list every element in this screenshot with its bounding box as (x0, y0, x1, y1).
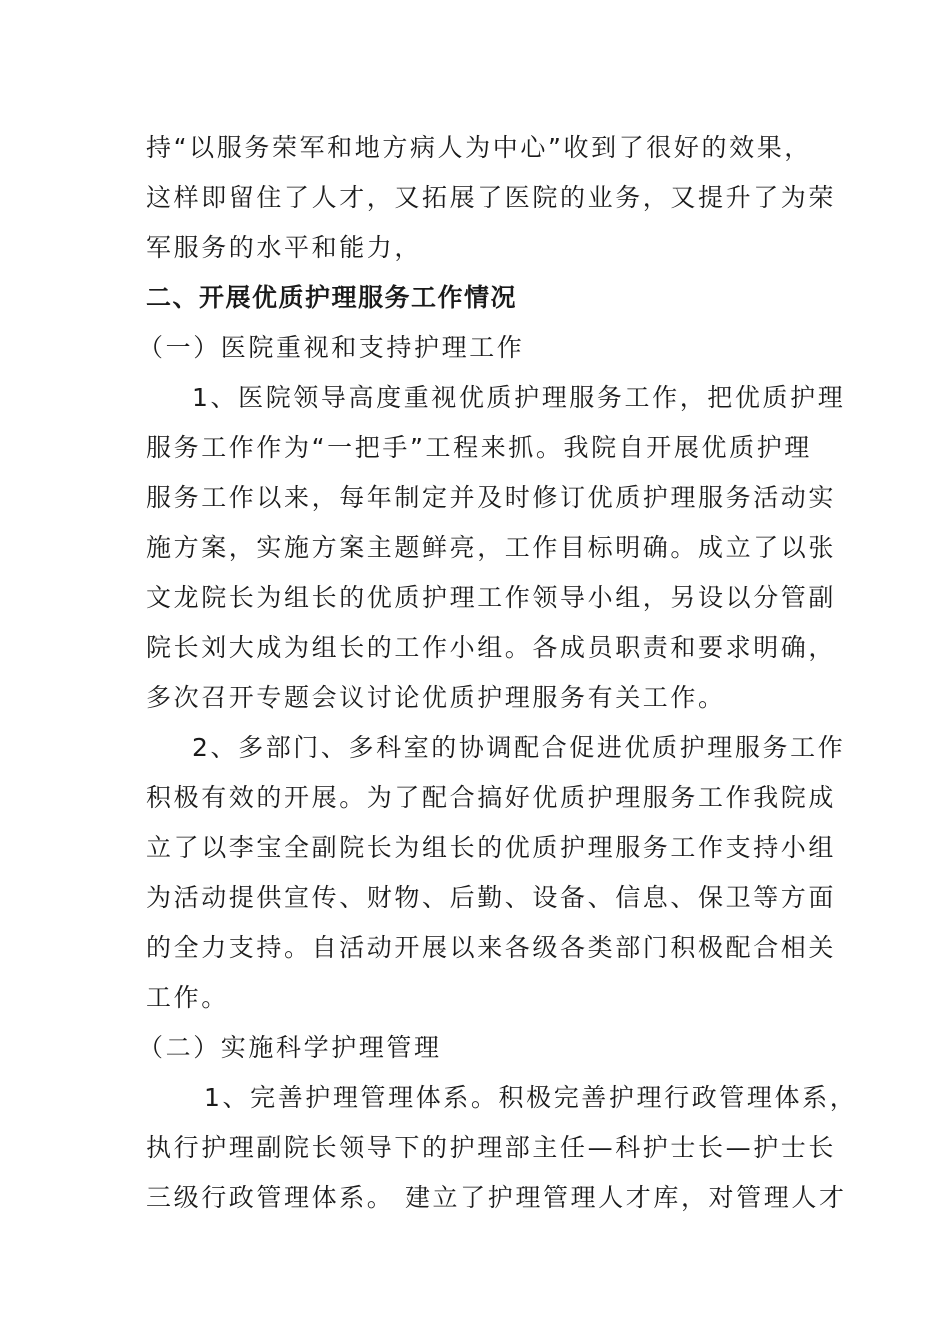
paragraph-line: 服务工作作为“一把手”工程来抓。我院自开展优质护理 (146, 433, 812, 462)
paragraph-line: 积极有效的开展。为了配合搞好优质护理服务工作我院成 (146, 783, 837, 812)
paragraph-line: 服务工作以来，每年制定并及时修订优质护理服务活动实 (146, 483, 837, 512)
paragraph-line: 为活动提供宣传、财物、后勤、设备、信息、保卫等方面 (146, 883, 837, 912)
section-heading: 二、开展优质护理服务工作情况 (146, 283, 518, 312)
paragraph-line: 2、多部门、多科室的协调配合促进优质护理服务工作 (192, 733, 846, 762)
subsection-heading: （一）医院重视和支持护理工作 (138, 333, 525, 362)
paragraph-line: 的全力支持。自活动开展以来各级各类部门积极配合相关 (146, 933, 837, 962)
paragraph-line: 多次召开专题会议讨论优质护理服务有关工作。 (146, 683, 726, 712)
paragraph-line: 立了以李宝全副院长为组长的优质护理服务工作支持小组 (146, 833, 837, 862)
paragraph-line: 工作。 (146, 983, 229, 1012)
paragraph-line: 军服务的水平和能力， (146, 233, 423, 262)
paragraph-line: 1、完善护理管理体系。积极完善护理行政管理体系， (204, 1083, 858, 1112)
paragraph-line: 施方案，实施方案主题鲜亮，工作目标明确。成立了以张 (146, 533, 837, 562)
paragraph-line: 三级行政管理体系。 建立了护理管理人才库，对管理人才 (146, 1183, 847, 1212)
subsection-heading: （二）实施科学护理管理 (138, 1033, 442, 1062)
paragraph-line: 院长刘大成为组长的工作小组。各成员职责和要求明确， (146, 633, 837, 662)
paragraph-line: 文龙院长为组长的优质护理工作领导小组，另设以分管副 (146, 583, 837, 612)
paragraph-line: 持“以服务荣军和地方病人为中心”收到了很好的效果， (146, 133, 812, 162)
paragraph-line: 这样即留住了人才，又拓展了医院的业务，又提升了为荣 (146, 183, 837, 212)
paragraph-line: 执行护理副院长领导下的护理部主任—科护士长—护士长 (146, 1133, 837, 1162)
document-body (138, 123, 858, 1223)
paragraph-line: 1、医院领导高度重视优质护理服务工作，把优质护理 (192, 383, 846, 412)
